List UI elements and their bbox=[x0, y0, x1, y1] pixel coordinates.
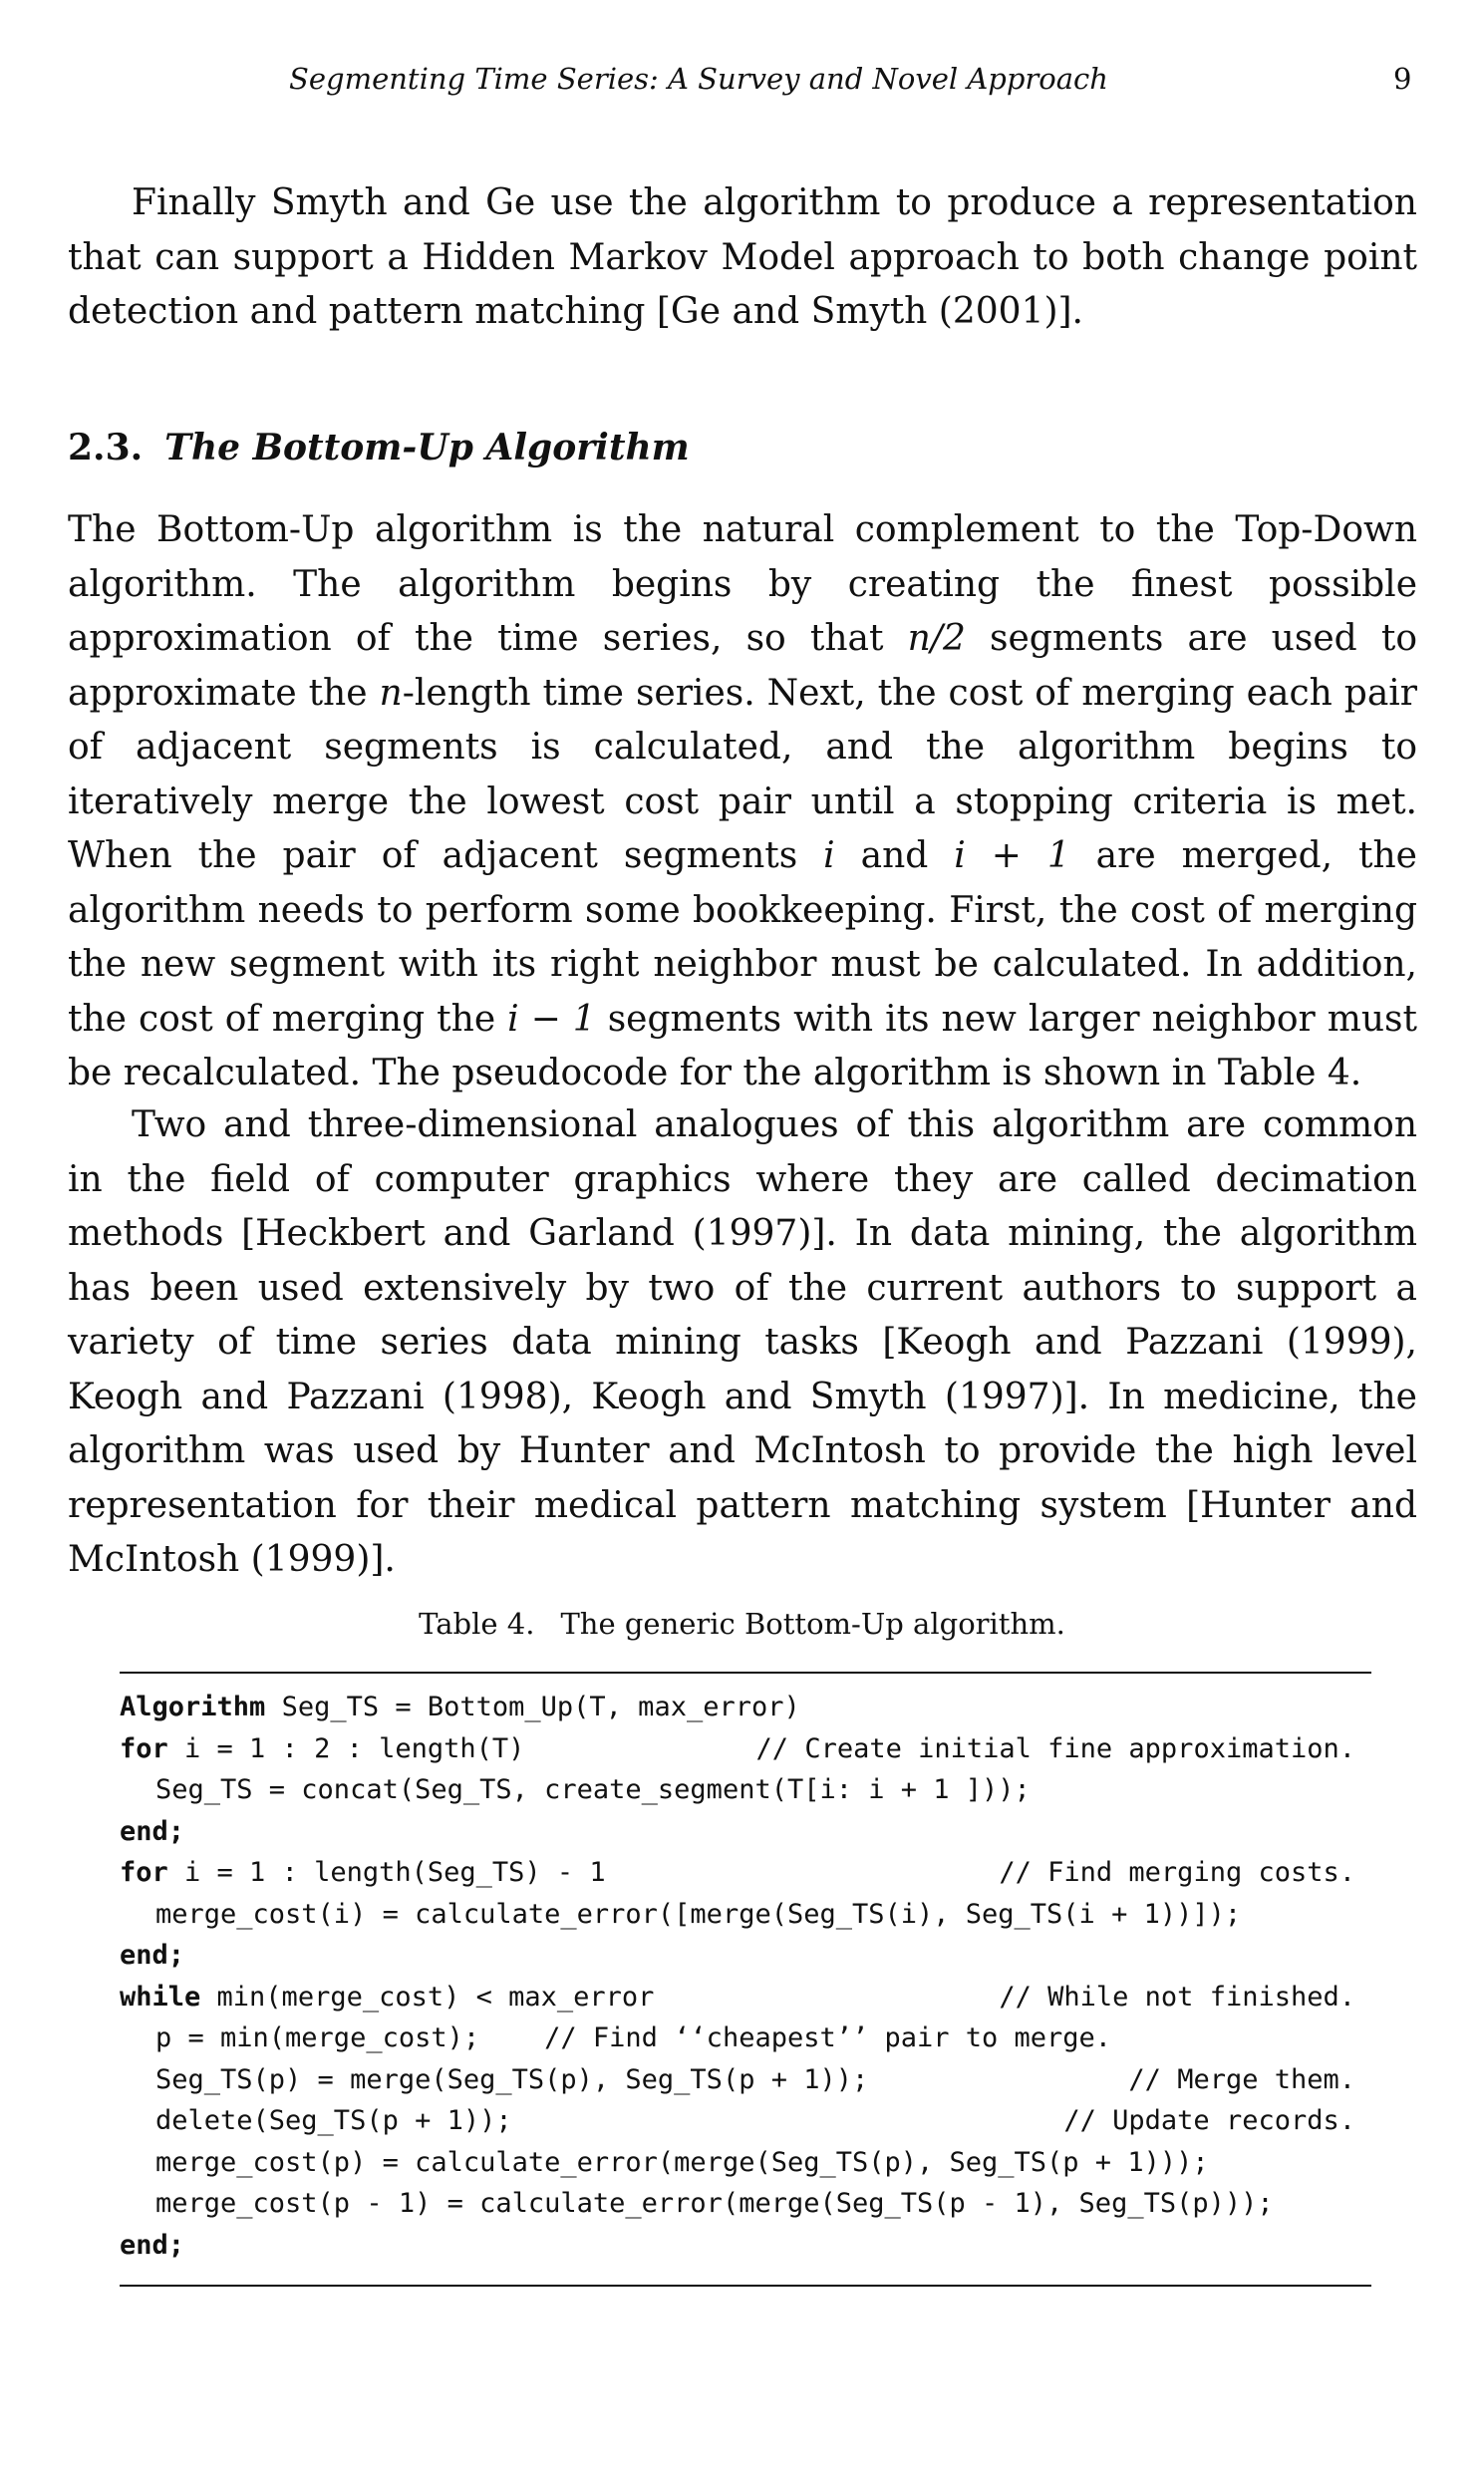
code-keyword: for bbox=[120, 1732, 168, 1764]
section-title: The Bottom-Up Algorithm bbox=[164, 427, 690, 468]
running-title: Segmenting Time Series: A Survey and Novel Approach bbox=[289, 62, 1108, 96]
page-number: 9 bbox=[1393, 62, 1412, 96]
code-line bbox=[120, 2142, 1371, 2184]
code-text: Seg_TS(p) = merge(Seg_TS(p), Seg_TS(p + 1)); bbox=[155, 2063, 869, 2095]
code-text: i = 1 : 2 : length(T) bbox=[167, 1732, 525, 1764]
section-paragraph-1 bbox=[68, 503, 1417, 1101]
section-number: 2.3. bbox=[68, 427, 144, 468]
code-line bbox=[120, 1852, 1371, 1894]
paragraph-text: The Bottom-Up algorithm is the natural complement to the Top-Down algorithm. The algorithm begins by creating the finest possible approximation of the time series, so that bbox=[68, 509, 1417, 659]
code-line bbox=[120, 2059, 1371, 2101]
code-content bbox=[120, 2188, 1274, 2219]
code-comment: // Update records. bbox=[1063, 2105, 1355, 2136]
math-inline: n bbox=[379, 672, 403, 714]
code-keyword: while bbox=[120, 1981, 201, 2013]
code-content bbox=[120, 1899, 1241, 1930]
code-comment: // Find merging costs. bbox=[999, 1857, 1355, 1888]
code-content bbox=[120, 2064, 868, 2095]
math-inline: n/2 bbox=[907, 618, 966, 659]
code-content bbox=[120, 2022, 1111, 2053]
intro-paragraph: Finally Smyth and Ge use the algorithm to produce a representation that can support a Hidden Markov Model approach to both change point detection and pattern matching [Ge and Smyth (2001)]. bbox=[68, 182, 1417, 332]
code-text: min(merge_cost) < max_error bbox=[200, 1981, 655, 2013]
paragraph-text: segments with its new larger neighbor must be recalculated. The pseudocode for the algorithm is shown in Table 4. bbox=[68, 998, 1417, 1093]
table-label: Table 4. bbox=[419, 1607, 535, 1641]
code-line bbox=[120, 2100, 1371, 2142]
section-paragraph-2: Two and three-dimensional analogues of this algorithm are common in the field of computer graphics where they are called decimation methods [Heckbert and Garland (1997)]. In data mining, the algorithm has been used extensively by two of the current authors to support a variety of time series data mining tasks [Keogh and Pazzani (1999), Keogh and Pazzani (1998), Keogh and Smyth (1997)]. In medicine, the algorithm was used by Hunter and McIntosh to provide the high level representation for their medical pattern matching system [Hunter and McIntosh (1999)]. bbox=[68, 1104, 1417, 1580]
code-text: Seg_TS = Bottom_Up(T, max_error) bbox=[265, 1692, 800, 1722]
table-caption-text: The generic Bottom-Up algorithm. bbox=[560, 1607, 1065, 1641]
paragraph-text: are merged, the algorithm needs to perform some bookkeeping. First, the cost of merging the new segment with its right neighbor must be calculated. In addition, the cost of merging the bbox=[68, 835, 1417, 1040]
code-keyword: Algorithm bbox=[120, 1692, 266, 1722]
code-text: p = min(merge_cost); // Find ‘‘cheapest’’ pair to merge. bbox=[155, 2022, 1112, 2053]
code-line bbox=[120, 1935, 1371, 1977]
code-line bbox=[120, 2017, 1371, 2059]
code-line bbox=[120, 1728, 1371, 1770]
paragraph-text: segments are used to approximate the bbox=[68, 618, 1417, 714]
table-caption bbox=[0, 1607, 1484, 1641]
code-comment: // Merge them. bbox=[1128, 2063, 1355, 2095]
code-line bbox=[120, 1769, 1371, 1811]
math-inline: i − 1 bbox=[507, 998, 596, 1040]
code-text: merge_cost(p) = calculate_error(merge(Seg_TS(p), Seg_TS(p + 1))); bbox=[155, 2146, 1209, 2178]
code-line bbox=[120, 2225, 1371, 2267]
code-comment: // While not finished. bbox=[999, 1981, 1355, 2013]
code-content bbox=[120, 2230, 184, 2261]
code-keyword: end; bbox=[120, 2229, 185, 2261]
code-line bbox=[120, 2183, 1371, 2225]
code-line bbox=[120, 1687, 1371, 1728]
code-text: merge_cost(p - 1) = calculate_error(merge(Seg_TS(p - 1), Seg_TS(p))); bbox=[155, 2188, 1274, 2219]
code-text: Seg_TS = concat(Seg_TS, create_segment(T[i: i + 1 ])); bbox=[155, 1774, 1031, 1805]
code-content bbox=[120, 2105, 512, 2136]
code-line bbox=[120, 1977, 1371, 2018]
pseudocode-block bbox=[120, 1687, 1371, 2266]
code-line bbox=[120, 1811, 1371, 1853]
code-content bbox=[120, 1982, 654, 2013]
code-content bbox=[120, 1816, 184, 1847]
code-content bbox=[120, 1733, 524, 1764]
code-keyword: end; bbox=[120, 1815, 185, 1847]
code-content bbox=[120, 1692, 800, 1722]
code-comment: // Create initial fine approximation. bbox=[755, 1732, 1355, 1764]
code-line bbox=[120, 1894, 1371, 1936]
code-content bbox=[120, 1857, 606, 1888]
section-heading bbox=[68, 427, 690, 468]
table-bottom-rule bbox=[120, 2285, 1371, 2287]
paragraph-text: -length time series. Next, the cost of merging each pair of adjacent segments is calculated, and the algorithm begins to iteratively merge the lowest cost pair until a stopping criteria is met. When the pair of adjacent segments bbox=[68, 672, 1417, 876]
code-text: delete(Seg_TS(p + 1)); bbox=[155, 2105, 512, 2136]
code-content bbox=[120, 2147, 1209, 2178]
table-top-rule bbox=[120, 1672, 1371, 1674]
math-inline: i + 1 bbox=[954, 835, 1070, 876]
code-keyword: end; bbox=[120, 1940, 185, 1971]
code-keyword: for bbox=[120, 1857, 168, 1888]
code-text: i = 1 : length(Seg_TS) - 1 bbox=[167, 1857, 606, 1888]
code-content bbox=[120, 1940, 184, 1971]
code-text: merge_cost(i) = calculate_error([merge(Seg_TS(i), Seg_TS(i + 1))]); bbox=[155, 1898, 1242, 1930]
paragraph-text: and bbox=[834, 835, 955, 876]
math-inline: i bbox=[823, 835, 835, 876]
code-content bbox=[120, 1774, 1031, 1805]
